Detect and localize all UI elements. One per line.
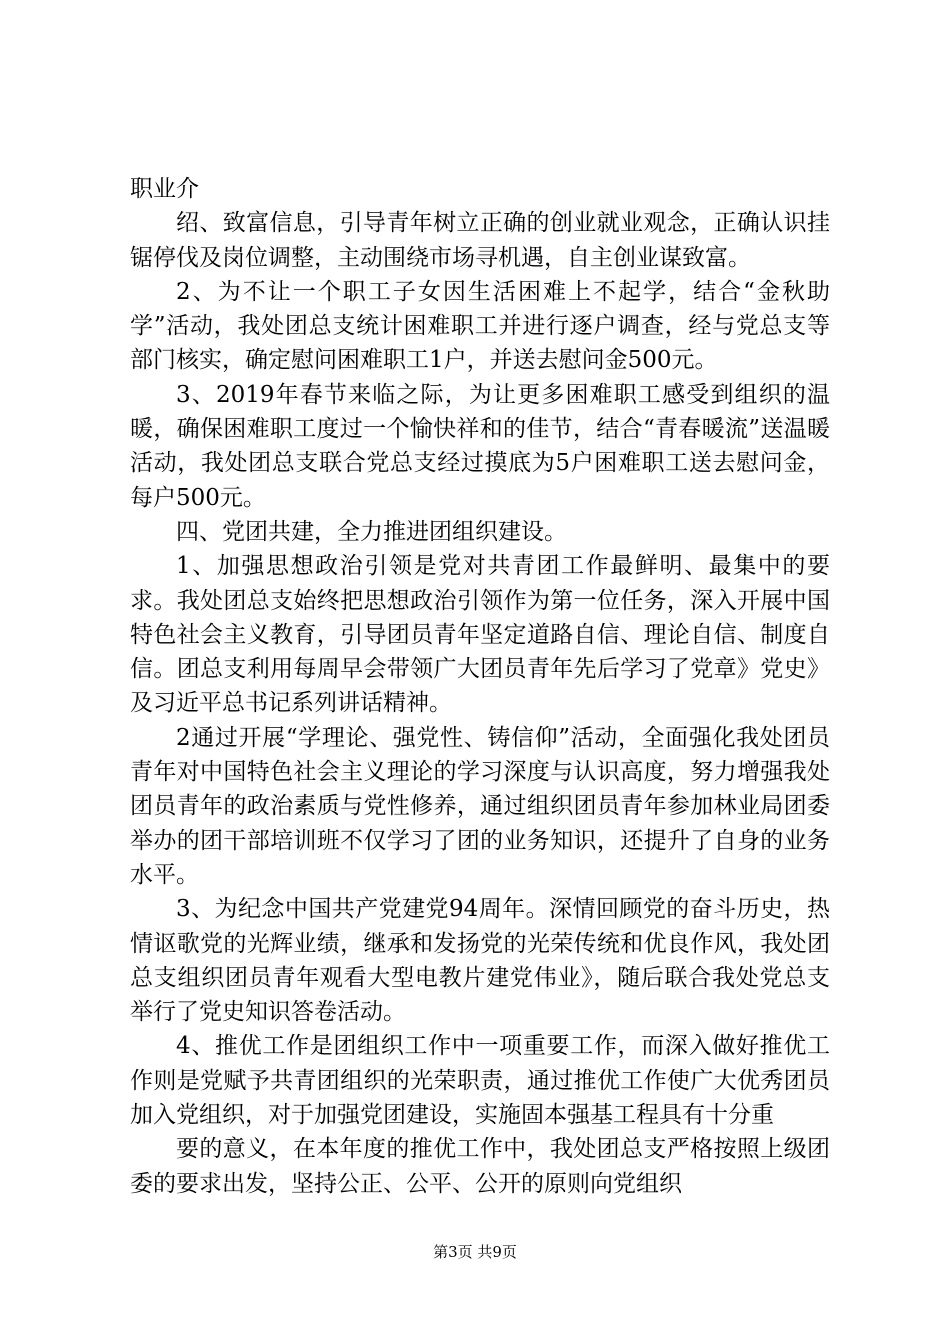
document-body — [130, 172, 830, 1201]
paragraph: 要的意义，在本年度的推优工作中，我处团总支严格按照上级团委的要求出发，坚持公正、公平、公开的原则向党组织 — [130, 1136, 830, 1197]
paragraph: 2、为不让一个职工子女因生活困难上不起学，结合“金秋助学”活动，我处团总支统计困难职工并进行逐户调查，经与党总支等部门核实，确定慰问困难职工1户，并送去慰问金500元。 — [130, 278, 830, 374]
page-number-footer: 第3页 共9页 — [433, 1243, 517, 1261]
paragraph-fragment: 职业介 — [130, 176, 199, 202]
paragraph: 3、为纪念中国共产党建党94周年。深情回顾党的奋斗历史，热情讴歌党的光辉业绩，继承和发扬党的光荣传统和优良作风，我处团总支组织团员青年观看大型电教片建党伟业》，随后联合我处党总支举行了党史知识答卷活动。 — [130, 896, 830, 1026]
section-heading: 四、党团共建，全力推进团组织建设。 — [176, 518, 567, 545]
paragraph: 3、2019年春节来临之际，为让更多困难职工感受到组织的温暖，确保困难职工度过一个愉快祥和的佳节，结合“青春暖流”送温暖活动，我处团总支联合党总支经过摸底为5户困难职工送去慰问金，每户500元。 — [130, 381, 830, 511]
paragraph: 2通过开展“学理论、强党性、铸信仰”活动，全面强化我处团员青年对中国特色社会主义理论的学习深度与认识高度，努力增强我处团员青年的政治素质与党性修养，通过组织团员青年参加林业局团委举办的团干部培训班不仅学习了团的业务知识，还提升了自身的业务水平。 — [130, 724, 830, 888]
paragraph: 绍、致富信息，引导青年树立正确的创业就业观念，正确认识挂锯停伐及岗位调整，主动围绕市场寻机遇，自主创业谋致富。 — [130, 210, 830, 271]
paragraph: 1、加强思想政治引领是党对共青团工作最鲜明、最集中的要求。我处团总支始终把思想政治引领作为第一位任务，深入开展中国特色社会主义教育，引导团员青年坚定道路自信、理论自信、制度自信。团总支利用每周早会带领广大团员青年先后学习了党章》党史》及习近平总书记系列讲话精神。 — [130, 553, 830, 717]
paragraph: 4、推优工作是团组织工作中一项重要工作，而深入做好推优工作则是党赋予共青团组织的光荣职责，通过推优工作使广大优秀团员加入党组织，对于加强党团建设，实施固本强基工程具有十分重 — [130, 1033, 830, 1129]
